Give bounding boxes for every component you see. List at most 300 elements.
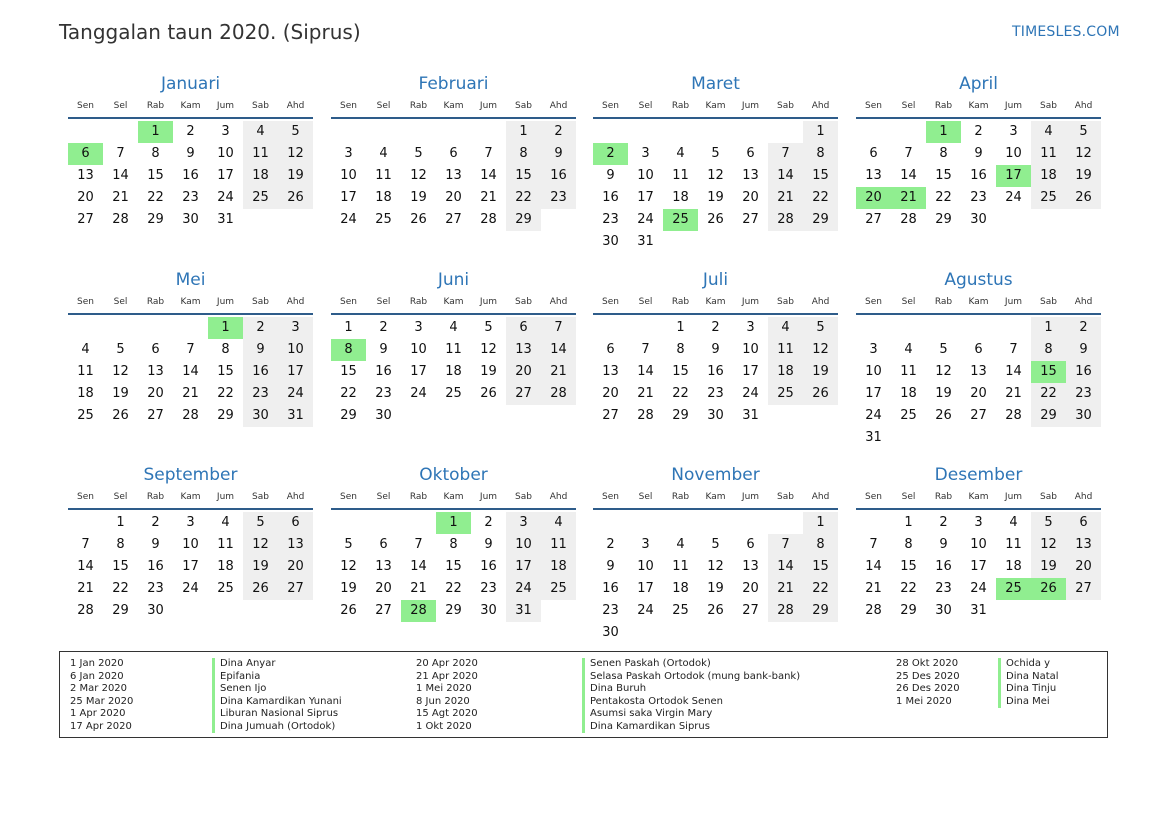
day-cell: 20 [970,386,987,401]
month-divider [593,508,838,510]
weekday-label: Ahd [1074,297,1093,307]
weekday-label: Ahd [549,492,568,502]
day-cell: 10 [506,534,541,556]
day-cell: 18 [77,386,94,401]
day-cell: 1 [506,121,541,143]
weekday-label: Sab [777,297,794,307]
day-cell: 16 [480,559,497,574]
day-cell: 12 [278,143,313,165]
month-divider [856,508,1101,510]
day-cell: 13 [1066,534,1101,556]
day-cell: 6 [869,146,878,161]
day-cell: 21 [637,386,654,401]
day-cell: 11 [672,168,689,183]
day-cell: 16 [707,364,724,379]
site-link[interactable]: TIMESLES.COM [1012,24,1120,40]
day-cell: 22 [112,581,129,596]
holiday-legend [59,651,1108,738]
weekday-label: Rab [671,101,690,111]
weekday-label: Rab [146,101,165,111]
day-cell: 22 [1031,383,1066,405]
legend-holiday-name: Dina Anyar [220,658,276,669]
day-cell: 25 [672,603,689,618]
legend-date: 1 Jan 2020 [70,658,124,669]
weekday-header [68,492,313,504]
month-name: Maret [691,74,740,94]
day-cell: 24 [506,578,541,600]
day-cell: 22 [672,386,689,401]
day-cell: 27 [602,408,619,423]
day-cell: 17 [970,559,987,574]
day-cell: 26 [410,212,427,227]
day-cell: 8 [221,342,230,357]
weekday-label: Sel [901,492,916,502]
holiday-day-cell: 6 [68,143,103,165]
weekday-label: Sel [113,492,128,502]
day-cell: 29 [1031,405,1066,427]
month-name: Desember [934,465,1023,485]
day-cell: 31 [637,234,654,249]
weekday-label: Sen [77,297,94,307]
legend-date: 21 Apr 2020 [416,670,478,682]
day-cell: 6 [151,342,160,357]
day-cell: 19 [707,190,724,205]
holiday-day-cell: 8 [331,339,366,361]
weekday-label: Ahd [549,297,568,307]
day-cell: 7 [414,537,423,552]
legend-holiday-name: Liburan Nasional Siprus [220,708,339,719]
day-cell: 18 [672,190,689,205]
day-cell: 2 [974,124,983,139]
day-cell: 21 [1005,386,1022,401]
day-cell: 3 [506,512,541,534]
day-cell: 8 [904,537,913,552]
day-cell: 19 [243,556,278,578]
day-cell: 28 [541,383,576,405]
day-cell: 29 [147,212,164,227]
legend-holiday-name: Dina Buruh [590,683,647,694]
day-cell: 12 [243,534,278,556]
weekday-label: Ahd [286,101,305,111]
day-cell: 6 [449,146,458,161]
day-cell: 24 [410,386,427,401]
day-cell: 27 [77,212,94,227]
day-cell: 30 [602,625,619,640]
day-cell: 10 [970,537,987,552]
day-cell: 28 [637,408,654,423]
day-cell: 4 [904,342,913,357]
day-cell: 26 [803,383,838,405]
day-cell: 3 [278,317,313,339]
day-cell: 23 [602,212,619,227]
day-cell: 10 [278,339,313,361]
day-cell: 14 [410,559,427,574]
day-cell: 13 [742,559,759,574]
day-cell: 13 [147,364,164,379]
weekday-label: Sab [1040,297,1057,307]
day-cell: 12 [707,168,724,183]
legend-dates [896,658,960,708]
day-cell: 3 [186,515,195,530]
day-cell: 24 [340,212,357,227]
day-cell: 15 [217,364,234,379]
weekday-label: Kam [443,101,464,111]
weekday-label: Sen [865,492,882,502]
legend-holiday-name: Asumsi saka Virgin Mary [590,708,713,719]
weekday-label: Ahd [1074,101,1093,111]
day-cell: 17 [865,386,882,401]
day-cell: 18 [445,364,462,379]
day-cell: 19 [340,581,357,596]
day-cell: 5 [711,537,720,552]
weekday-label: Rab [146,297,165,307]
day-cell: 22 [217,386,234,401]
legend-date: 1 Mei 2020 [896,695,952,707]
weekday-label: Sen [865,297,882,307]
weekday-label: Sen [340,101,357,111]
day-cell: 30 [970,212,987,227]
day-cell: 29 [506,209,541,231]
legend-date: 28 Okt 2020 [896,658,959,669]
day-cell: 28 [182,408,199,423]
day-cell: 10 [637,559,654,574]
day-cell: 27 [506,383,541,405]
weekday-header [331,492,576,504]
legend-holiday-name: Dina Jumuah (Ortodok) [220,720,336,732]
day-cell: 3 [746,320,755,335]
day-cell: 7 [116,146,125,161]
day-cell: 11 [77,364,94,379]
day-cell: 21 [77,581,94,596]
day-cell: 6 [278,512,313,534]
day-cell: 14 [768,556,803,578]
day-cell: 7 [869,537,878,552]
month-name: Agustus [944,270,1013,290]
day-cell: 2 [243,317,278,339]
weekday-label: Sen [77,101,94,111]
day-cell: 15 [803,165,838,187]
day-cell: 3 [344,146,353,161]
month-name: Februari [418,74,489,94]
day-cell: 11 [445,342,462,357]
weekday-label: Ahd [811,492,830,502]
day-cell: 30 [707,408,724,423]
day-cell: 22 [340,386,357,401]
day-cell: 12 [935,364,952,379]
day-cell: 8 [803,143,838,165]
day-cell: 6 [746,537,755,552]
day-cell: 7 [768,143,803,165]
month-divider [68,117,313,119]
day-cell: 28 [112,212,129,227]
day-cell: 5 [278,121,313,143]
day-cell: 9 [1066,339,1101,361]
day-cell: 25 [77,408,94,423]
day-cell: 21 [541,361,576,383]
legend-holiday-name: Dina Natal [1006,670,1059,682]
day-cell: 3 [869,342,878,357]
day-cell: 21 [768,187,803,209]
legend-date: 1 Mei 2020 [416,683,472,694]
day-cell: 4 [221,515,230,530]
day-cell: 30 [602,234,619,249]
day-cell: 12 [1066,143,1101,165]
day-cell: 2 [186,124,195,139]
day-cell: 2 [484,515,493,530]
day-cell: 30 [1066,405,1101,427]
day-cell: 14 [77,559,94,574]
day-cell: 9 [606,559,615,574]
day-cell: 19 [935,386,952,401]
day-cell: 20 [602,386,619,401]
weekday-label: Jum [479,297,498,307]
day-cell: 27 [445,212,462,227]
day-cell: 23 [375,386,392,401]
day-cell: 23 [541,187,576,209]
day-cell: 8 [116,537,125,552]
day-cell: 22 [935,190,952,205]
day-cell: 15 [445,559,462,574]
day-cell: 4 [676,146,685,161]
legend-date: 20 Apr 2020 [416,658,478,669]
day-cell: 31 [865,430,882,445]
day-cell: 5 [803,317,838,339]
day-cell: 19 [278,165,313,187]
weekday-header [856,101,1101,113]
day-cell: 15 [112,559,129,574]
day-cell: 20 [77,190,94,205]
weekday-label: Sab [777,101,794,111]
weekday-label: Ahd [549,101,568,111]
weekday-label: Sab [252,492,269,502]
day-cell: 27 [278,578,313,600]
day-cell: 2 [939,515,948,530]
day-cell: 11 [900,364,917,379]
weekday-label: Sel [901,297,916,307]
legend-names [998,658,1059,708]
day-cell: 30 [935,603,952,618]
day-cell: 20 [278,556,313,578]
day-cell: 5 [1031,512,1066,534]
day-cell: 23 [480,581,497,596]
month-divider [593,313,838,315]
day-cell: 31 [278,405,313,427]
day-cell: 21 [410,581,427,596]
legend-holiday-name: Epifania [220,670,261,682]
day-cell: 22 [900,581,917,596]
legend-holiday-name: Selasa Paskah Ortodok (mung bank-bank) [590,670,801,682]
weekday-label: Rab [146,492,165,502]
day-cell: 9 [541,143,576,165]
day-cell: 18 [375,190,392,205]
day-cell: 20 [506,361,541,383]
day-cell: 29 [935,212,952,227]
weekday-header [593,101,838,113]
day-cell: 30 [480,603,497,618]
holiday-day-cell: 26 [1031,578,1066,600]
day-cell: 26 [707,603,724,618]
month-name: Oktober [419,465,488,485]
day-cell: 29 [900,603,917,618]
legend-holiday-name: Dina Kamardikan Yunani [220,695,342,707]
day-cell: 3 [641,537,650,552]
weekday-header [331,297,576,309]
day-cell: 21 [865,581,882,596]
day-cell: 14 [1005,364,1022,379]
day-cell: 24 [217,190,234,205]
day-cell: 14 [541,339,576,361]
day-cell: 11 [541,534,576,556]
weekday-header [593,492,838,504]
weekday-label: Rab [409,297,428,307]
day-cell: 12 [1031,534,1066,556]
day-cell: 16 [147,559,164,574]
day-cell: 9 [243,339,278,361]
day-cell: 17 [637,190,654,205]
day-cell: 29 [672,408,689,423]
day-cell: 21 [480,190,497,205]
day-cell: 3 [974,515,983,530]
day-cell: 29 [445,603,462,618]
day-cell: 5 [1066,121,1101,143]
day-cell: 14 [768,165,803,187]
day-cell: 6 [379,537,388,552]
holiday-day-cell: 28 [401,600,436,622]
legend-holiday-name: Dina Tinju [1006,683,1057,694]
day-cell: 17 [506,556,541,578]
day-cell: 25 [541,578,576,600]
day-cell: 4 [1031,121,1066,143]
day-cell: 28 [480,212,497,227]
day-cell: 18 [768,361,803,383]
day-cell: 15 [147,168,164,183]
day-cell: 2 [711,320,720,335]
day-cell: 4 [541,512,576,534]
day-cell: 3 [221,124,230,139]
day-cell: 7 [1009,342,1018,357]
day-cell: 17 [340,190,357,205]
legend-holiday-name: Dina Kamardikan Siprus [590,720,710,732]
day-cell: 5 [243,512,278,534]
day-cell: 18 [243,165,278,187]
day-cell: 26 [243,578,278,600]
day-cell: 12 [803,339,838,361]
day-cell: 2 [1066,317,1101,339]
weekday-label: Jum [216,297,235,307]
weekday-label: Sen [77,492,94,502]
day-cell: 24 [278,383,313,405]
day-cell: 10 [637,168,654,183]
legend-date: 25 Des 2020 [896,670,960,682]
day-cell: 22 [803,578,838,600]
day-cell: 17 [742,364,759,379]
day-cell: 8 [803,534,838,556]
day-cell: 11 [1005,537,1022,552]
weekday-label: Sab [777,492,794,502]
holiday-day-cell: 21 [891,187,926,209]
day-cell: 10 [217,146,234,161]
legend-holiday-name: Dina Mei [1006,695,1050,707]
day-cell: 14 [865,559,882,574]
day-cell: 26 [340,603,357,618]
weekday-label: Sab [515,492,532,502]
day-cell: 4 [379,146,388,161]
day-cell: 1 [803,512,838,534]
day-cell: 10 [742,342,759,357]
weekday-label: Sen [865,101,882,111]
day-cell: 2 [379,320,388,335]
weekday-label: Kam [180,297,201,307]
weekday-label: Rab [409,492,428,502]
day-cell: 29 [217,408,234,423]
day-cell: 7 [81,537,90,552]
day-cell: 4 [676,537,685,552]
day-cell: 9 [939,537,948,552]
weekday-header [856,492,1101,504]
day-cell: 16 [541,165,576,187]
weekday-label: Rab [934,492,953,502]
day-cell: 25 [445,386,462,401]
month-name: April [959,74,998,94]
day-cell: 23 [602,603,619,618]
holiday-day-cell: 1 [436,512,471,534]
day-cell: 3 [1009,124,1018,139]
day-cell: 26 [707,212,724,227]
weekday-label: Rab [671,492,690,502]
day-cell: 9 [186,146,195,161]
day-cell: 1 [803,121,838,143]
day-cell: 8 [151,146,160,161]
day-cell: 27 [147,408,164,423]
day-cell: 6 [974,342,983,357]
day-cell: 13 [506,339,541,361]
weekday-label: Jum [1004,101,1023,111]
weekday-header [68,101,313,113]
day-cell: 1 [676,320,685,335]
day-cell: 13 [602,364,619,379]
legend-holiday-name: Ochida y [1006,658,1051,669]
month-divider [331,313,576,315]
day-cell: 12 [410,168,427,183]
day-cell: 14 [182,364,199,379]
weekday-label: Sel [901,101,916,111]
day-cell: 17 [637,581,654,596]
weekday-label: Sel [376,297,391,307]
day-cell: 18 [1005,559,1022,574]
day-cell: 10 [340,168,357,183]
day-cell: 9 [606,168,615,183]
holiday-day-cell: 1 [208,317,243,339]
day-cell: 8 [449,537,458,552]
weekday-label: Sen [340,297,357,307]
day-cell: 18 [672,581,689,596]
day-cell: 26 [278,187,313,209]
page-title: Tanggalan taun 2020. (Siprus) [59,20,361,44]
day-cell: 11 [217,537,234,552]
weekday-label: Sab [252,297,269,307]
day-cell: 9 [379,342,388,357]
day-cell: 10 [865,364,882,379]
day-cell: 22 [506,187,541,209]
day-cell: 13 [865,168,882,183]
weekday-label: Ahd [286,492,305,502]
day-cell: 11 [1031,143,1066,165]
day-cell: 22 [803,187,838,209]
day-cell: 23 [182,190,199,205]
weekday-label: Rab [934,297,953,307]
day-cell: 1 [344,320,353,335]
day-cell: 21 [182,386,199,401]
